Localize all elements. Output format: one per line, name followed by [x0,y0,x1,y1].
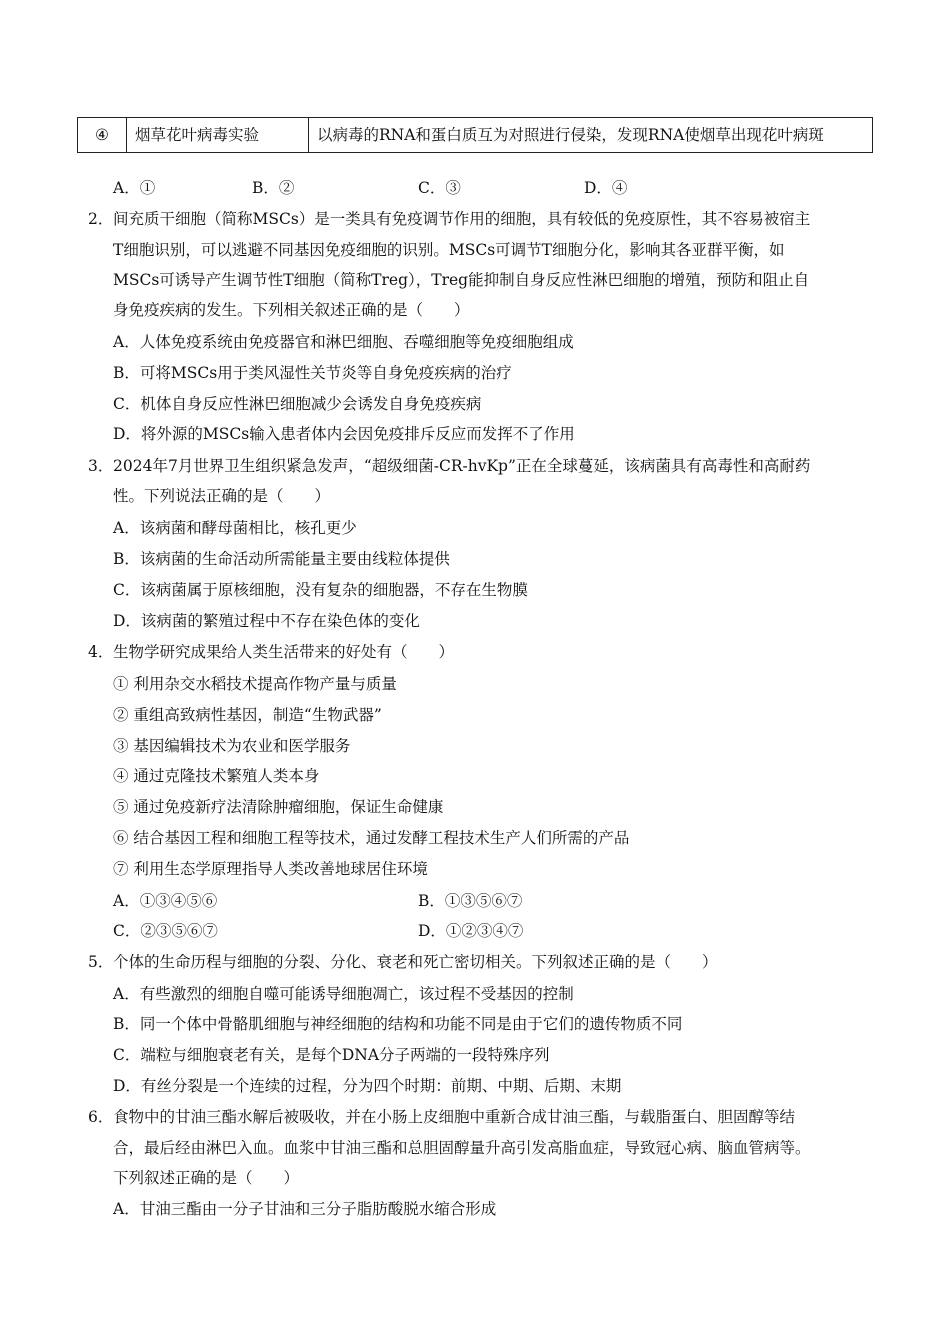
table-row [78,118,873,153]
q5-stem-line: 个体的生命历程与细胞的分裂、分化、衰老和死亡密切相关。下列叙述正确的是（ ） [113,953,718,971]
q2-number: 2． [88,210,114,228]
q2-stem-line: 间充质干细胞（简称MSCs）是一类具有免疫调节作用的细胞，具有较低的免疫原性，其不容易被宿主 [113,210,811,228]
q1-option-b[interactable]: B．② [252,179,295,197]
q3-option-a[interactable]: A．该病菌和酵母菌相比，核孔更少 [113,519,357,537]
experiment-table [77,117,873,153]
q5-option-d[interactable]: D．有丝分裂是一个连续的过程，分为四个时期：前期、中期、后期、末期 [113,1077,622,1095]
row-number: ④ [78,118,127,153]
q3-stem-line: 2024年7月世界卫生组织紧急发声，“超级细菌-CR-hvKp”正在全球蔓延，该病菌具有高毒性和高耐药 [113,457,811,475]
q2-option-a[interactable]: A．人体免疫系统由免疫器官和淋巴细胞、吞噬细胞等免疫细胞组成 [113,333,574,351]
q4-item: ③ 基因编辑技术为农业和医学服务 [113,737,351,755]
q2-stem-line: T细胞识别，可以逃避不同基因免疫细胞的识别。MSCs可调节T细胞分化，影响其各亚群平衡，如 [113,241,785,259]
q4-item: ⑥ 结合基因工程和细胞工程等技术，通过发酵工程技术生产人们所需的产品 [113,829,630,847]
q6-stem-line: 合，最后经由淋巴入血。血浆中甘油三酯和总胆固醇量升高引发高脂血症，导致冠心病、脑血管病等。 [113,1139,811,1157]
q3-option-d[interactable]: D．该病菌的繁殖过程中不存在染色体的变化 [113,612,420,630]
q2-stem-line: 身免疫疾病的发生。下列相关叙述正确的是（ ） [113,301,470,319]
q4-option-c[interactable]: C．②③⑤⑥⑦ [113,922,218,940]
q4-option-d[interactable]: D．①②③④⑦ [418,922,524,940]
experiment-name: 烟草花叶病毒实验 [127,118,309,153]
q5-option-a[interactable]: A．有些激烈的细胞自噬可能诱导细胞凋亡，该过程不受基因的控制 [113,985,574,1003]
q6-number: 6． [88,1108,114,1126]
q6-stem-line: 食物中的甘油三酯水解后被吸收，并在小肠上皮细胞中重新合成甘油三酯，与载脂蛋白、胆固醇等结 [113,1108,796,1126]
q2-option-c[interactable]: C．机体自身反应性淋巴细胞减少会诱发自身免疫疾病 [113,395,482,413]
q4-item: ⑤ 通过免疫新疗法清除肿瘤细胞，保证生命健康 [113,798,444,816]
q3-number: 3． [88,457,114,475]
q4-item: ④ 通过克隆技术繁殖人类本身 [113,767,320,785]
q3-stem-line: 性。下列说法正确的是（ ） [113,487,331,505]
experiment-description: 以病毒的RNA和蛋白质互为对照进行侵染，发现RNA使烟草出现花叶病斑 [309,118,873,153]
q4-item: ① 利用杂交水稻技术提高作物产量与质量 [113,675,397,693]
q2-option-b[interactable]: B．可将MSCs用于类风湿性关节炎等自身免疫疾病的治疗 [113,364,512,382]
q4-item: ⑦ 利用生态学原理指导人类改善地球居住环境 [113,860,428,878]
q5-option-b[interactable]: B．同一个体中骨骼肌细胞与神经细胞的结构和功能不同是由于它们的遗传物质不同 [113,1015,683,1033]
q6-stem-line: 下列叙述正确的是（ ） [113,1169,300,1187]
q2-option-d[interactable]: D．将外源的MSCs输入患者体内会因免疫排斥反应而发挥不了作用 [113,425,575,443]
q5-option-c[interactable]: C．端粒与细胞衰老有关，是每个DNA分子两端的一段特殊序列 [113,1046,550,1064]
q5-number: 5． [88,953,114,971]
q1-option-d[interactable]: D．④ [584,179,628,197]
q6-option-a[interactable]: A．甘油三酯由一分子甘油和三分子脂肪酸脱水缩合形成 [113,1200,497,1218]
q3-option-c[interactable]: C．该病菌属于原核细胞，没有复杂的细胞器，不存在生物膜 [113,581,528,599]
q4-option-a[interactable]: A．①③④⑤⑥ [113,892,218,910]
q4-number: 4． [88,643,114,661]
q4-option-b[interactable]: B．①③⑤⑥⑦ [418,892,523,910]
q4-item: ② 重组高致病性基因，制造“生物武器” [113,706,382,724]
q2-stem-line: MSCs可诱导产生调节性T细胞（简称Treg），Treg能抑制自身反应性淋巴细胞的增殖，预防和阻止自 [113,271,810,289]
q4-stem-line: 生物学研究成果给人类生活带来的好处有（ ） [113,643,455,661]
q3-option-b[interactable]: B．该病菌的生命活动所需能量主要由线粒体提供 [113,550,450,568]
q1-option-c[interactable]: C．③ [418,179,461,197]
q1-option-a[interactable]: A．① [113,179,156,197]
